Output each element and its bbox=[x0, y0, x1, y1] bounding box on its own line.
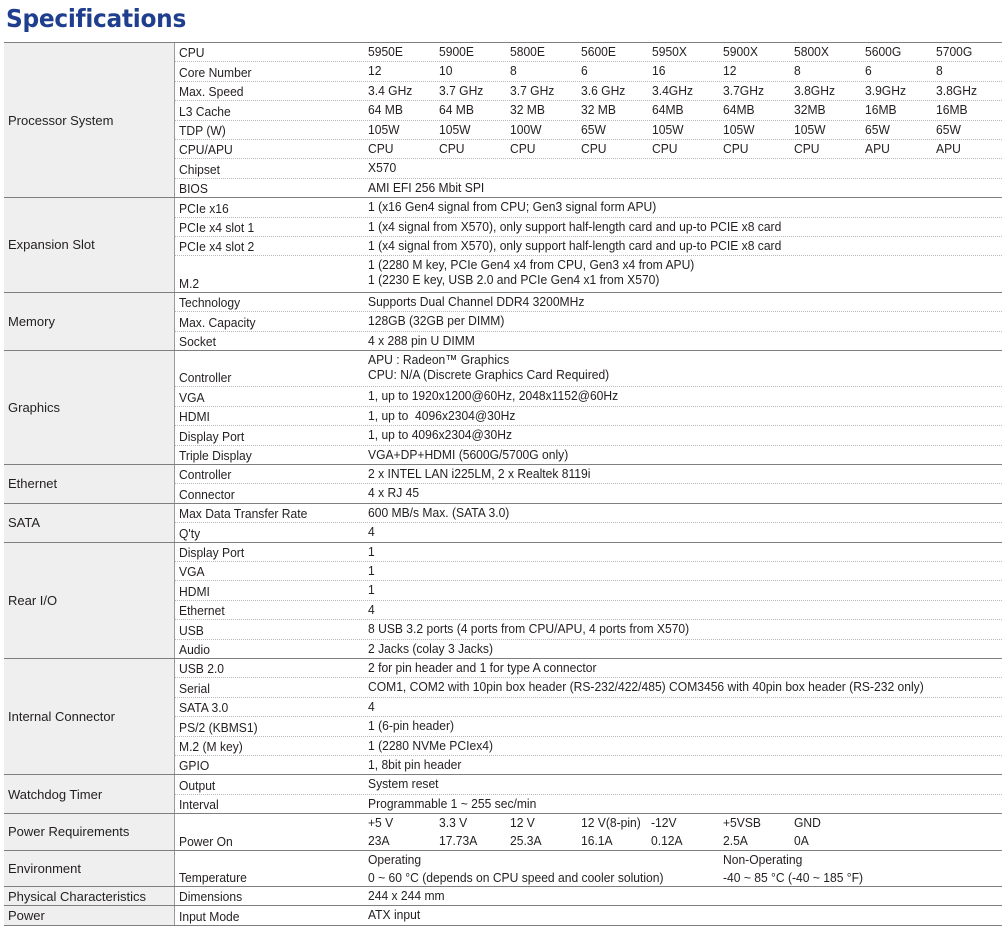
power-current: 0.12A bbox=[651, 833, 683, 849]
spec-cell: 12 bbox=[723, 63, 737, 79]
spec-cell: 8 bbox=[794, 63, 801, 79]
spec-row bbox=[175, 794, 1002, 813]
spec-value: 1 (6-pin header) bbox=[368, 718, 455, 734]
section-label: Processor System bbox=[4, 43, 175, 197]
section-label: Power bbox=[4, 906, 175, 924]
spec-label: USB 2.0 bbox=[179, 661, 225, 677]
spec-label: CPU bbox=[179, 45, 205, 61]
spec-row bbox=[175, 814, 1002, 850]
spec-cell: 12 bbox=[368, 63, 382, 79]
spec-cell: 105W bbox=[652, 121, 684, 137]
spec-label: HDMI bbox=[179, 409, 210, 425]
spec-value: 4 x 288 pin U DIMM bbox=[368, 332, 475, 348]
spec-label: VGA bbox=[179, 389, 205, 405]
spec-cell: 3.7GHz bbox=[723, 82, 764, 98]
spec-label: Display Port bbox=[179, 544, 245, 560]
power-rail: +5VSB bbox=[723, 815, 761, 831]
section-memory bbox=[4, 292, 1002, 350]
spec-row bbox=[175, 600, 1002, 619]
spec-row bbox=[175, 522, 1002, 541]
power-rail: 12 V bbox=[510, 815, 535, 831]
spec-value: VGA+DP+HDMI (5600G/5700G only) bbox=[368, 446, 569, 462]
page-title: Specifications bbox=[6, 4, 187, 33]
spec-value: 1 (2280 NVMe PCIex4) bbox=[368, 737, 493, 753]
section-expansion-slot bbox=[4, 197, 1002, 292]
spec-row bbox=[175, 139, 1002, 158]
spec-row bbox=[175, 851, 1002, 887]
spec-label: PCIe x4 slot 1 bbox=[179, 219, 255, 235]
spec-label: GPIO bbox=[179, 758, 210, 774]
spec-cell: CPU bbox=[794, 140, 820, 156]
spec-row bbox=[175, 639, 1002, 658]
spec-value: APU : Radeon™ Graphics CPU: N/A (Discrete Graphics Card Required) bbox=[368, 351, 610, 382]
power-rail: 12 V(8-pin) bbox=[581, 815, 641, 831]
spec-cell: 5600G bbox=[865, 44, 902, 59]
spec-label: Socket bbox=[179, 333, 216, 349]
spec-label: M.2 (M key) bbox=[179, 738, 243, 754]
spec-label: SATA 3.0 bbox=[179, 700, 229, 716]
spec-cell: CPU bbox=[439, 140, 465, 156]
spec-row bbox=[175, 100, 1002, 119]
section-label: Physical Characteristics bbox=[4, 887, 175, 905]
power-current: 17.73A bbox=[439, 833, 478, 849]
spec-label: PS/2 (KBMS1) bbox=[179, 719, 258, 735]
spec-value: Programmable 1 ~ 255 sec/min bbox=[368, 795, 537, 811]
section-label: SATA bbox=[4, 504, 175, 542]
section-graphics bbox=[4, 350, 1002, 464]
spec-label: L3 Cache bbox=[179, 103, 231, 119]
spec-row bbox=[175, 580, 1002, 599]
power-current: 16.1A bbox=[581, 833, 613, 849]
spec-value: 1, up to 4096x2304@30Hz bbox=[368, 427, 513, 443]
spec-value: System reset bbox=[368, 776, 439, 792]
spec-label: Max. Capacity bbox=[179, 314, 256, 330]
spec-row bbox=[175, 697, 1002, 716]
spec-label: VGA bbox=[179, 564, 205, 580]
section-rear-i-o bbox=[4, 542, 1002, 658]
spec-row bbox=[175, 425, 1002, 444]
spec-cell: 5900X bbox=[723, 44, 758, 59]
spec-row bbox=[175, 198, 1002, 216]
spec-value: 2 x INTEL LAN i225LM, 2 x Realtek 8119i bbox=[368, 466, 591, 482]
power-rail: 3.3 V bbox=[439, 815, 468, 831]
section-label: Watchdog Timer bbox=[4, 775, 175, 813]
spec-label: Display Port bbox=[179, 428, 245, 444]
spec-row bbox=[175, 236, 1002, 255]
spec-value: X570 bbox=[368, 160, 397, 176]
spec-value: 1 (x4 signal from X570), only support half-length card and up-to PCIE x8 card bbox=[368, 237, 782, 253]
spec-row bbox=[175, 445, 1002, 464]
spec-cell: 5950E bbox=[368, 44, 403, 59]
spec-cell: 64 MB bbox=[368, 102, 403, 118]
spec-value: 4 bbox=[368, 524, 375, 540]
spec-cell: 105W bbox=[794, 121, 826, 137]
spec-row bbox=[175, 465, 1002, 483]
spec-value: 4 x RJ 45 bbox=[368, 485, 420, 501]
spec-cell: CPU bbox=[652, 140, 678, 156]
spec-label: PCIe x16 bbox=[179, 200, 229, 216]
spec-row bbox=[175, 386, 1002, 405]
power-rail: -12V bbox=[651, 815, 677, 831]
env-nonoperating-value: -40 ~ 85 °C (-40 ~ 185 °F) bbox=[723, 869, 864, 885]
spec-value: 1 bbox=[368, 562, 375, 578]
spec-cell: 5900E bbox=[439, 44, 474, 59]
section-label: Graphics bbox=[4, 351, 175, 464]
spec-row bbox=[175, 293, 1002, 311]
section-label: Environment bbox=[4, 851, 175, 887]
spec-label: Dimensions bbox=[179, 889, 243, 905]
spec-value: 2 for pin header and 1 for type A connector bbox=[368, 659, 597, 675]
env-nonoperating-header: Non-Operating bbox=[723, 851, 803, 867]
spec-row bbox=[175, 504, 1002, 522]
spec-cell: 100W bbox=[510, 121, 542, 137]
spec-label: Controller bbox=[179, 467, 232, 483]
spec-cell: CPU bbox=[510, 140, 536, 156]
spec-value: 244 x 244 mm bbox=[368, 888, 445, 904]
spec-label: Input Mode bbox=[179, 908, 240, 924]
spec-label: USB bbox=[179, 622, 204, 638]
spec-cell: 65W bbox=[865, 121, 890, 137]
spec-value: AMI EFI 256 Mbit SPI bbox=[368, 179, 485, 195]
spec-label: PCIe x4 slot 2 bbox=[179, 239, 255, 255]
spec-row bbox=[175, 543, 1002, 561]
spec-value: 4 bbox=[368, 601, 375, 617]
spec-value: 2 Jacks (colay 3 Jacks) bbox=[368, 640, 493, 656]
section-label: Expansion Slot bbox=[4, 198, 175, 292]
spec-row bbox=[175, 120, 1002, 139]
section-label: Rear I/O bbox=[4, 543, 175, 658]
spec-label: Temperature bbox=[179, 870, 247, 886]
spec-cell: APU bbox=[865, 140, 890, 156]
spec-label: Core Number bbox=[179, 64, 252, 80]
spec-row bbox=[175, 716, 1002, 735]
spec-row bbox=[175, 736, 1002, 755]
spec-cell: 32 MB bbox=[581, 102, 616, 118]
spec-value: 600 MB/s Max. (SATA 3.0) bbox=[368, 504, 510, 520]
spec-cell: 8 bbox=[936, 63, 943, 79]
spec-label: Max Data Transfer Rate bbox=[179, 506, 308, 522]
spec-cell: APU bbox=[936, 140, 961, 156]
power-rail: +5 V bbox=[368, 815, 394, 831]
spec-label: Controller bbox=[179, 370, 232, 386]
spec-cell: 16MB bbox=[936, 102, 968, 118]
spec-row bbox=[175, 775, 1002, 793]
spec-label: Max. Speed bbox=[179, 84, 244, 100]
spec-cell: CPU bbox=[723, 140, 749, 156]
spec-cell: 5600E bbox=[581, 44, 616, 59]
section-physical-characteristics bbox=[4, 886, 1002, 905]
spec-row bbox=[175, 61, 1002, 80]
section-label: Power Requirements bbox=[4, 814, 175, 850]
spec-cell: 3.8GHz bbox=[794, 82, 835, 98]
spec-label: Audio bbox=[179, 641, 210, 657]
spec-cell: 105W bbox=[439, 121, 471, 137]
spec-label: CPU/APU bbox=[179, 142, 233, 158]
power-current: 0A bbox=[794, 833, 809, 849]
spec-value: 1 (x4 signal from X570), only support half-length card and up-to PCIE x8 card bbox=[368, 218, 782, 234]
spec-label: Chipset bbox=[179, 161, 220, 177]
spec-label: Interval bbox=[179, 797, 219, 813]
spec-row bbox=[175, 755, 1002, 774]
spec-value: 1, up to 4096x2304@30Hz bbox=[368, 407, 516, 423]
spec-cell: CPU bbox=[581, 140, 607, 156]
spec-row bbox=[175, 178, 1002, 197]
power-rail: GND bbox=[794, 815, 821, 831]
spec-row bbox=[175, 158, 1002, 177]
power-current: 25.3A bbox=[510, 833, 542, 849]
section-label: Memory bbox=[4, 293, 175, 350]
spec-value: 128GB (32GB per DIMM) bbox=[368, 313, 505, 329]
section-environment bbox=[4, 850, 1002, 887]
spec-cell: 105W bbox=[368, 121, 400, 137]
spec-cell: 3.8GHz bbox=[936, 82, 977, 98]
env-operating-header: Operating bbox=[368, 851, 422, 867]
spec-label: Connector bbox=[179, 486, 235, 502]
env-operating-value: 0 ~ 60 °C (depends on CPU speed and cooler solution) bbox=[368, 869, 664, 885]
spec-value: 8 USB 3.2 ports (4 ports from CPU/APU, 4 ports from X570) bbox=[368, 621, 690, 637]
section-internal-connector bbox=[4, 658, 1002, 774]
spec-cell: 10 bbox=[439, 63, 453, 79]
spec-label: Serial bbox=[179, 680, 210, 696]
spec-row bbox=[175, 331, 1002, 350]
spec-value: ATX input bbox=[368, 907, 421, 923]
spec-cell: 6 bbox=[865, 63, 872, 79]
spec-row bbox=[175, 483, 1002, 502]
spec-cell: 64 MB bbox=[439, 102, 474, 118]
spec-value: 1 bbox=[368, 582, 375, 598]
spec-cell: 32MB bbox=[794, 102, 826, 118]
spec-cell: 32 MB bbox=[510, 102, 545, 118]
section-power bbox=[4, 905, 1002, 925]
spec-value: 1, 8bit pin header bbox=[368, 756, 462, 772]
spec-cell: 105W bbox=[723, 121, 755, 137]
spec-label: Output bbox=[179, 777, 216, 793]
spec-cell: 8 bbox=[510, 63, 517, 79]
spec-row bbox=[175, 406, 1002, 425]
spec-label: Triple Display bbox=[179, 448, 252, 464]
section-sata bbox=[4, 503, 1002, 542]
spec-row bbox=[175, 561, 1002, 580]
spec-row bbox=[175, 255, 1002, 292]
spec-row bbox=[175, 351, 1002, 387]
spec-cell: 16MB bbox=[865, 102, 897, 118]
section-processor-system bbox=[4, 42, 1002, 197]
spec-label: HDMI bbox=[179, 583, 210, 599]
section-watchdog-timer bbox=[4, 774, 1002, 813]
spec-row bbox=[175, 217, 1002, 236]
spec-cell: 5700G bbox=[936, 44, 973, 59]
spec-cell: 6 bbox=[581, 63, 588, 79]
spec-cell: 3.9GHz bbox=[865, 82, 906, 98]
spec-cell: 5800X bbox=[794, 44, 829, 59]
spec-row bbox=[175, 619, 1002, 638]
spec-cell: 3.4 GHz bbox=[368, 82, 413, 98]
spec-cell: 65W bbox=[936, 121, 961, 137]
spec-label: M.2 bbox=[179, 275, 200, 291]
spec-cell: 3.7 GHz bbox=[439, 82, 484, 98]
spec-cell: 65W bbox=[581, 121, 606, 137]
spec-label: BIOS bbox=[179, 181, 208, 197]
section-power-requirements bbox=[4, 813, 1002, 850]
section-label: Ethernet bbox=[4, 465, 175, 503]
spec-value: 1, up to 1920x1200@60Hz, 2048x1152@60Hz bbox=[368, 388, 619, 404]
spec-table bbox=[4, 42, 1002, 926]
spec-row bbox=[175, 677, 1002, 696]
spec-label: Technology bbox=[179, 295, 241, 311]
spec-cell: 5800E bbox=[510, 44, 545, 59]
power-current: 23A bbox=[368, 833, 390, 849]
section-ethernet bbox=[4, 464, 1002, 503]
spec-value: 1 (2280 M key, PCIe Gen4 x4 from CPU, Gen3 x4 from APU) 1 (2230 E key, USB 2.0 and PCIe Gen4 x1 from X570) bbox=[368, 257, 695, 288]
spec-value: COM1, COM2 with 10pin box header (RS-232/422/485) COM3456 with 40pin box header (RS-232 only) bbox=[368, 679, 924, 695]
spec-value: 4 bbox=[368, 698, 375, 714]
spec-row bbox=[175, 81, 1002, 100]
spec-label: Ethernet bbox=[179, 603, 225, 619]
spec-cell: 3.7 GHz bbox=[510, 82, 555, 98]
spec-row bbox=[175, 906, 1002, 924]
spec-row bbox=[175, 659, 1002, 677]
spec-row bbox=[175, 887, 1002, 905]
spec-row bbox=[175, 43, 1002, 61]
spec-value: Supports Dual Channel DDR4 3200MHz bbox=[368, 293, 585, 309]
spec-cell: 3.6 GHz bbox=[581, 82, 626, 98]
spec-cell: CPU bbox=[368, 140, 394, 156]
spec-cell: 64MB bbox=[652, 102, 684, 118]
spec-label: TDP (W) bbox=[179, 122, 226, 138]
spec-row bbox=[175, 311, 1002, 330]
spec-cell: 64MB bbox=[723, 102, 755, 118]
section-label: Internal Connector bbox=[4, 659, 175, 774]
spec-cell: 3.4GHz bbox=[652, 82, 693, 98]
spec-value: 1 bbox=[368, 543, 375, 559]
power-current: 2.5A bbox=[723, 833, 748, 849]
spec-label: Power On bbox=[179, 833, 233, 849]
spec-cell: 5950X bbox=[652, 44, 687, 59]
spec-value: 1 (x16 Gen4 signal from CPU; Gen3 signal form APU) bbox=[368, 199, 657, 215]
spec-cell: 16 bbox=[652, 63, 666, 79]
spec-label: Q'ty bbox=[179, 525, 201, 541]
